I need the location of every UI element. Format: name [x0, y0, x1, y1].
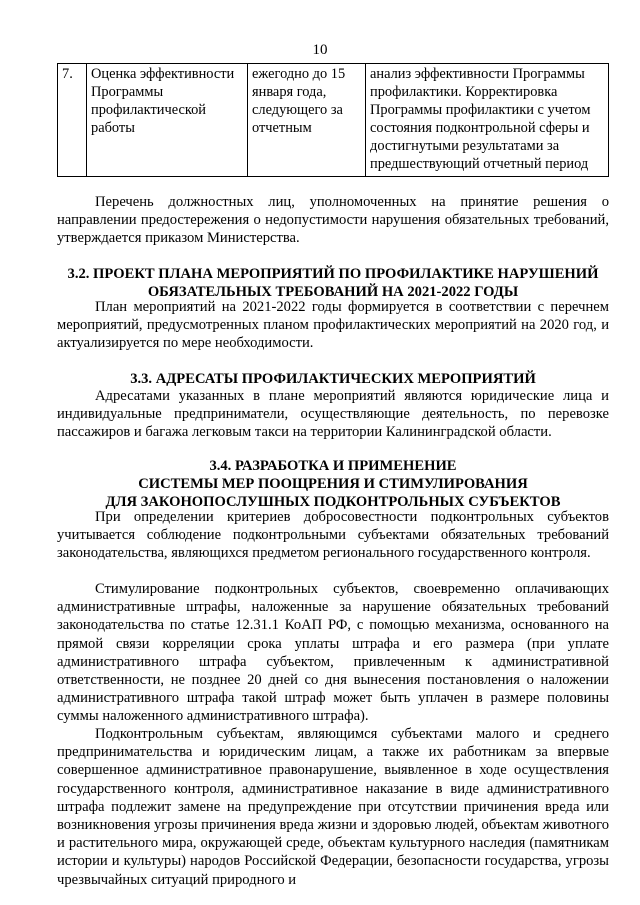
result-cell: анализ эффективности Программы профилактики. Корректировка Программы профилактики с учетом состояния подконтрольной сферы и достигнутыми результатами за предшествующий отчетный период: [366, 64, 609, 177]
deadline-cell: ежегодно до 15 января года, следующего за отчетным: [248, 64, 366, 177]
heading-line: 3.4. РАЗРАБОТКА И ПРИМЕНЕНИЕ: [209, 458, 457, 474]
section-3-4-heading: [57, 457, 609, 511]
section-3-3-paragraph: Адресатами указанных в плане мероприятий являются юридические лица и индивидуальные предприниматели, осуществляющие деятельность, по перевозке пассажиров и багажа легковым такси на территории Калининградской области.: [57, 388, 609, 441]
section-3-3-heading: 3.3. АДРЕСАТЫ ПРОФИЛАКТИЧЕСКИХ МЕРОПРИЯТИЙ: [130, 371, 536, 387]
measure-cell: Оценка эффективности Программы профилактической работы: [87, 64, 248, 177]
section-3-2-paragraph: План мероприятий на 2021-2022 годы формируется в соответствии с перечнем мероприятий, предусмотренных планом профилактических мероприятий на 2020 год, и актуализируется по мере необходимости.: [57, 299, 609, 352]
section-3-2-heading: [57, 265, 609, 301]
heading-line: 3.2. ПРОЕКТ ПЛАНА МЕРОПРИЯТИЙ ПО ПРОФИЛАКТИКЕ НАРУШЕНИЙ: [67, 266, 599, 282]
row-number-cell: 7.: [58, 64, 87, 177]
section-3-4-paragraph-1: При определении критериев добросовестности подконтрольных субъектов учитывается соблюдение подконтрольными субъектами обязательных требований законодательства, являющихся предметом регионального государственного контроля.: [57, 509, 609, 562]
section-3-4-paragraph-3: Подконтрольным субъектам, являющимся субъектами малого и среднего предпринимательства и юридическим лицам, а также их работникам за впервые совершенное административное правонарушение, выявленное в ходе осуществления государственного контроля, административное наказание в виде административного штрафа подлежит замене на предупреждение при отсутствии причинения вреда или возникновения угрозы причинения вреда жизни и здоровью людей, объектам животного и растительного мира, окружающей среде, объектам культурного наследия (памятникам истории и культуры) народов Российской Федерации, безопасности государства, угрозы чрезвычайных ситуаций природного и: [57, 726, 609, 888]
page-number: 10: [312, 42, 328, 58]
officials-paragraph: Перечень должностных лиц, уполномоченных на принятие решения о направлении предостережения о недопустимости нарушения обязательных требований, утверждается приказом Министерства.: [57, 194, 609, 247]
measures-table: [57, 63, 609, 177]
heading-line: СИСТЕМЫ МЕР ПООЩРЕНИЯ И СТИМУЛИРОВАНИЯ: [138, 476, 528, 492]
table-row: [58, 64, 609, 177]
heading-line: ДЛЯ ЗАКОНОПОСЛУШНЫХ ПОДКОНТРОЛЬНЫХ СУБЪЕКТОВ: [105, 494, 561, 510]
section-3-4-paragraph-2: Стимулирование подконтрольных субъектов, своевременно оплачивающих административные штрафы, наложенные за нарушение обязательных требований законодательства по статье 12.31.1 КоАП РФ, с помощью механизма, основанного на прямой связи корреляции срока уплаты штрафа и его размера (при уплате административного штрафа субъектом, привлеченным к административной ответственности, не позднее 20 дней со дня вынесения постановления о наложении административного штрафа такой штраф может быть уплачен в размере половины суммы наложенного административного штрафа).: [57, 581, 609, 725]
heading-line: ОБЯЗАТЕЛЬНЫХ ТРЕБОВАНИЙ НА 2021-2022 ГОДЫ: [147, 284, 519, 300]
